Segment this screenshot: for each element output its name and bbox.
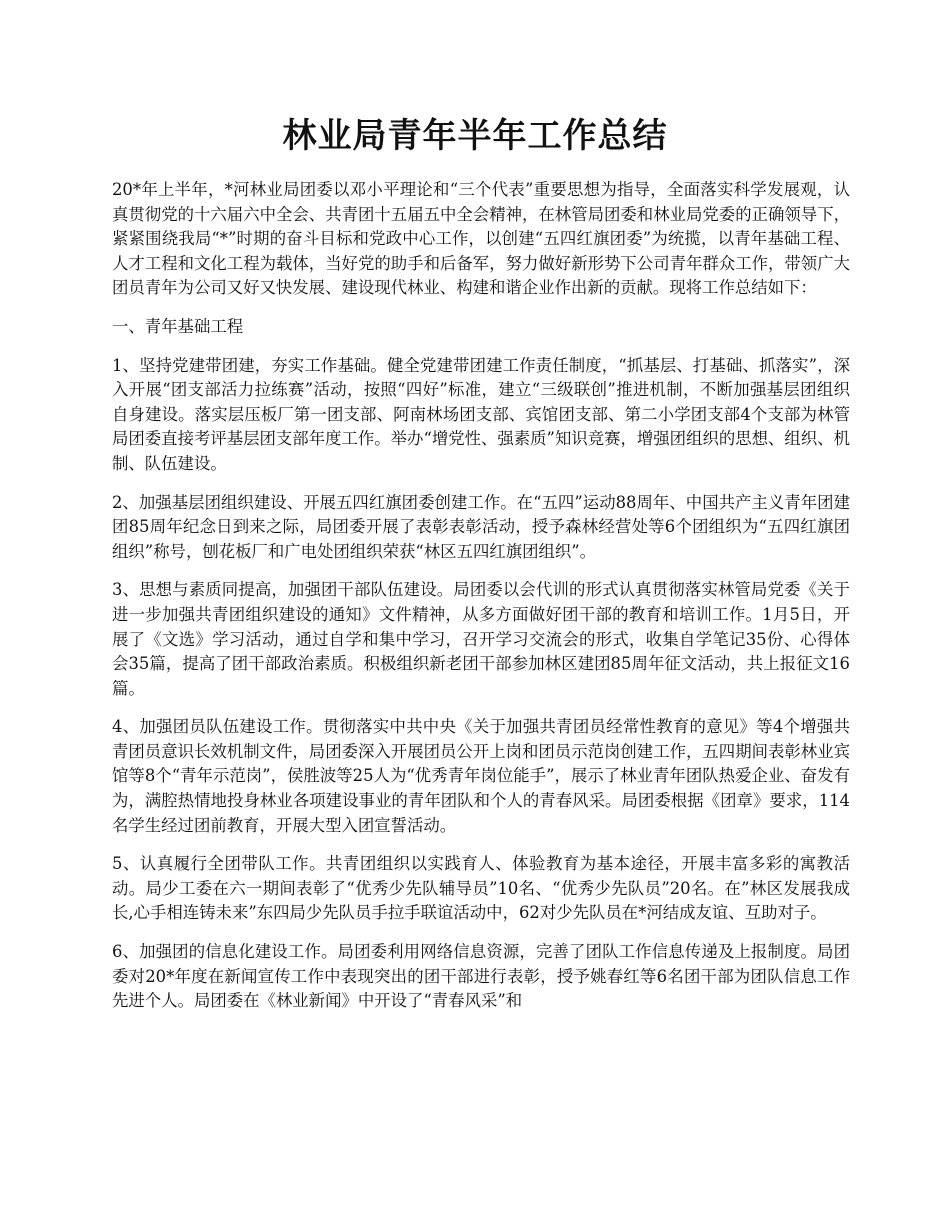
paragraph-item-6: 6、加强团的信息化建设工作。局团委利用网络信息资源，完善了团队工作信息传递及上报制度。局团委对20*年度在新闻宣传工作中表现突出的团干部进行表彰，授予姚春红等6名团干部为团队信息工作先进个人。局团委在《林业新闻》中开设了“青春风采”和 <box>112 942 850 1011</box>
document-title: 林业局青年半年工作总结 <box>282 116 668 156</box>
paragraph-item-1: 1、坚持党建带团建，夯实工作基础。健全党建带团建工作责任制度，“抓基层、打基础、抓落实”，深入开展“团支部活力拉练赛”活动，按照“四好”标准，建立“三级联创”推进机制，不断加强基层团组织自身建设。落实层压板厂第一团支部、阿南林场团支部、宾馆团支部、第二小学团支部4个支部为林管局团委直接考评基层团支部年度工作。举办“增党性、强素质”知识竞赛，增强团组织的思想、组织、机制、队伍建设。 <box>112 355 850 473</box>
paragraph-item-5: 5、认真履行全团带队工作。共青团组织以实践育人、体验教育为基本途径，开展丰富多彩的寓教活动。局少工委在六一期间表彰了“优秀少先队辅导员”10名、“优秀少先队员”20名。在”林区发展我成长,心手相连铸未来”东四局少先队员手拉手联谊活动中，62对少先队员在*河结成友谊、互助对子。 <box>112 854 850 923</box>
section-heading-youth-foundation: 一、青年基础工程 <box>112 316 244 336</box>
paragraph-item-4: 4、加强团员队伍建设工作。贯彻落实中共中央《关于加强共青团员经常性教育的意见》等4个增强共青团员意识长效机制文件，局团委深入开展团员公开上岗和团员示范岗创建工作，五四期间表彰林业宾馆等8个“青年示范岗”，侯胜波等25人为“优秀青年岗位能手”，展示了林业青年团队热爱企业、奋发有为，满腔热情地投身林业各项建设事业的青年团队和个人的青春风采。局团委根据《团章》要求，114名学生经过团前教育，开展大型入团宣誓活动。 <box>112 717 850 835</box>
intro-paragraph: 20*年上半年，*河林业局团委以邓小平理论和“三个代表”重要思想为指导，全面落实科学发展观，认真贯彻党的十六届六中全会、共青团十五届五中全会精神，在林管局团委和林业局党委的正确领导下，紧紧围绕我局“*”时期的奋斗目标和党政中心工作，以创建“五四红旗团委”为统揽，以青年基础工程、人才工程和文化工程为载体，当好党的助手和后备军，努力做好新形势下公司青年群众工作，带领广大团员青年为公司又好又快发展、建设现代林业、构建和谐企业作出新的贡献。现将工作总结如下： <box>112 180 850 298</box>
paragraph-item-3: 3、思想与素质同提高，加强团干部队伍建设。局团委以会代训的形式认真贯彻落实林管局党委《关于进一步加强共青团组织建设的通知》文件精神，从多方面做好团干部的教育和培训工作。1月5日，开展了《文选》学习活动，通过自学和集中学习，召开学习交流会的形式，收集自学笔记35份、心得体会35篇，提高了团干部政治素质。积极组织新老团干部参加林区建团85周年征文活动，共上报征文16篇。 <box>112 580 850 698</box>
paragraph-item-2: 2、加强基层团组织建设、开展五四红旗团委创建工作。在“五四”运动88周年、中国共产主义青年团建团85周年纪念日到来之际，局团委开展了表彰表彰活动，授予森林经营处等6个团组织为“五四红旗团组织”称号，刨花板厂和广电处团组织荣获“林区五四红旗团组织”。 <box>112 492 850 561</box>
document-body <box>112 178 850 1028</box>
